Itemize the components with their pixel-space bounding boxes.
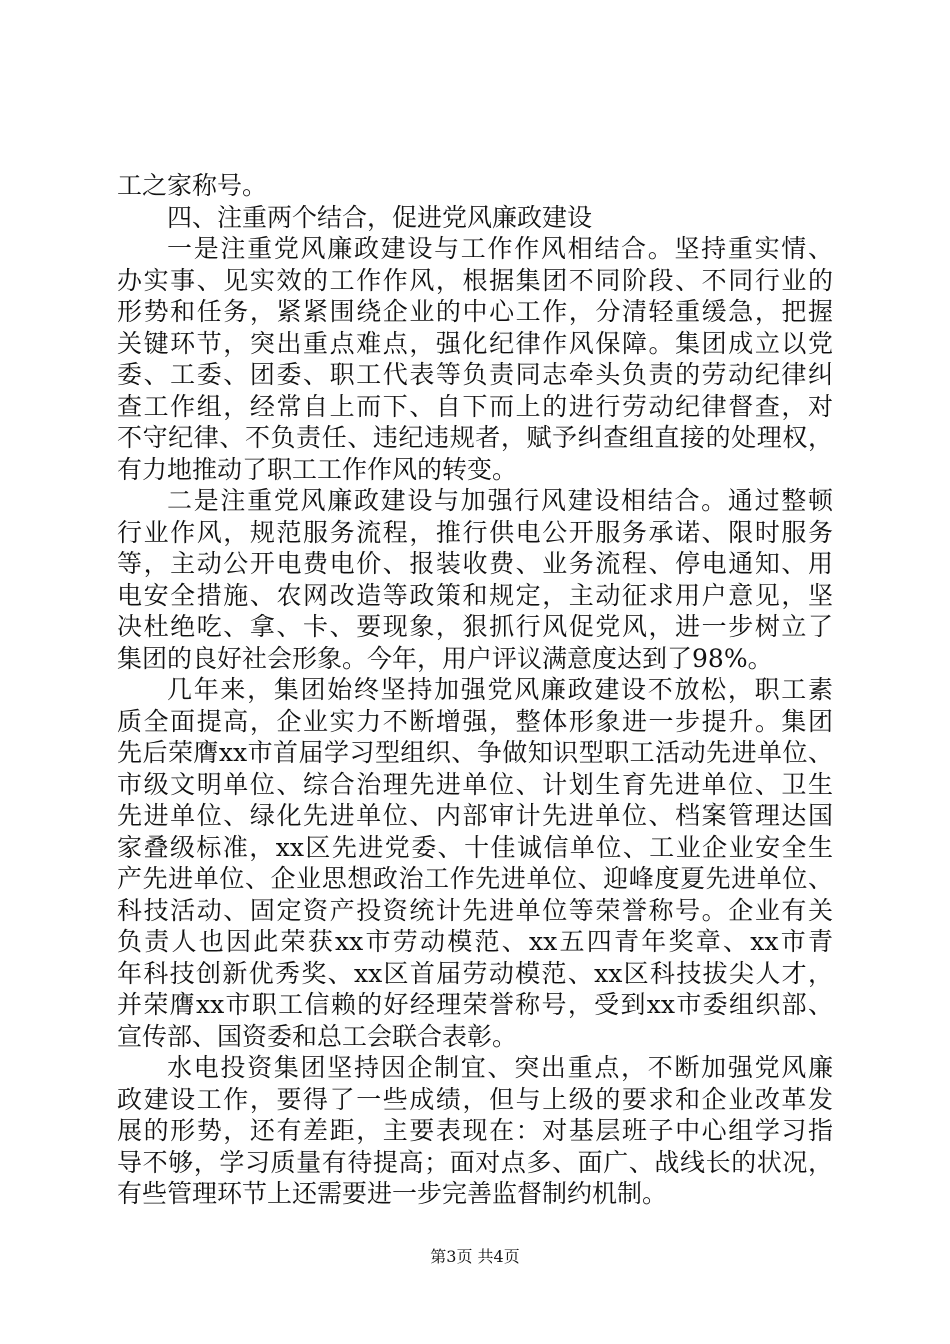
text-line: 导不够，学习质量有待提高；面对点多、面广、战线长的状况，: [117, 1147, 833, 1177]
text-line: 形势和任务，紧紧围绕企业的中心工作，分清轻重缓急，把握: [117, 297, 833, 326]
text-line: 科技活动、固定资产投资统计先进单位等荣誉称号。企业有关: [117, 895, 833, 925]
text-line: 办实事、见实效的工作作风，根据集团不同阶段、不同行业的: [117, 265, 833, 295]
text-line: 水电投资集团坚持因企制宜、突出重点，不断加强党风廉: [167, 1053, 833, 1082]
text-line: 政建设工作，要得了一些成绩，但与上级的要求和企业改革发: [117, 1084, 833, 1114]
text-line: 先进单位、绿化先进单位、内部审计先进单位、档案管理达国: [117, 801, 833, 830]
text-line: 负责人也因此荣获xx市劳动模范、xx五四青年奖章、xx市青: [117, 927, 833, 956]
text-line: 工之家称号。: [117, 171, 268, 200]
text-line: 电安全措施、农网改造等政策和规定，主动征求用户意见，坚: [117, 580, 833, 610]
text-line: 查工作组，经常自上而下、自下而上的进行劳动纪律督查，对: [117, 391, 833, 421]
section-heading: 四、注重两个结合，促进党风廉政建设: [167, 202, 593, 232]
text-line: 展的形势，还有差距，主要表现在：对基层班子中心组学习指: [117, 1116, 833, 1145]
text-line: 等，主动公开电费电价、报装收费、业务流程、停电通知、用: [117, 549, 833, 578]
text-line: 行业作风，规范服务流程，推行供电公开服务承诺、限时服务: [117, 517, 833, 547]
text-line: 家叠级标准，xx区先进党委、十佳诚信单位、工业企业安全生: [117, 832, 833, 862]
text-line: 先后荣膺xx市首届学习型组织、争做知识型职工活动先进单位、: [117, 738, 833, 767]
text-line: 决杜绝吃、拿、卡、要现象，狠抓行风促党风，进一步树立了: [117, 612, 833, 641]
text-line: 关键环节，突出重点难点，强化纪律作风保障。集团成立以党: [117, 328, 833, 358]
text-line: 不守纪律、不负责任、违纪违规者，赋予纠查组直接的处理权，: [117, 423, 833, 452]
text-line: 质全面提高，企业实力不断增强，整体形象进一步提升。集团: [117, 706, 833, 736]
text-line: 二是注重党风廉政建设与加强行风建设相结合。通过整顿: [167, 486, 833, 515]
text-line: 一是注重党风廉政建设与工作作风相结合。坚持重实情、: [167, 234, 833, 263]
text-line: 产先进单位、企业思想政治工作先进单位、迎峰度夏先进单位、: [117, 864, 833, 893]
text-line: 集团的良好社会形象。今年，用户评议满意度达到了98%。: [117, 643, 773, 673]
text-line: 并荣膺xx市职工信赖的好经理荣誉称号，受到xx市委组织部、: [117, 990, 833, 1019]
text-line: 年科技创新优秀奖、xx区首届劳动模范、xx区科技拔尖人才，: [117, 958, 833, 988]
text-line: 几年来，集团始终坚持加强党风廉政建设不放松，职工素: [167, 675, 833, 704]
text-line: 市级文明单位、综合治理先进单位、计划生育先进单位、卫生: [117, 769, 833, 799]
text-line: 宣传部、国资委和总工会联合表彰。: [117, 1021, 518, 1051]
page-number: 第3页 共4页: [430, 1247, 520, 1266]
text-line: 委、工委、团委、职工代表等负责同志牵头负责的劳动纪律纠: [117, 360, 833, 389]
text-line: 有些管理环节上还需要进一步完善监督制约机制。: [117, 1179, 668, 1208]
text-line: 有力地推动了职工工作作风的转变。: [117, 454, 518, 484]
